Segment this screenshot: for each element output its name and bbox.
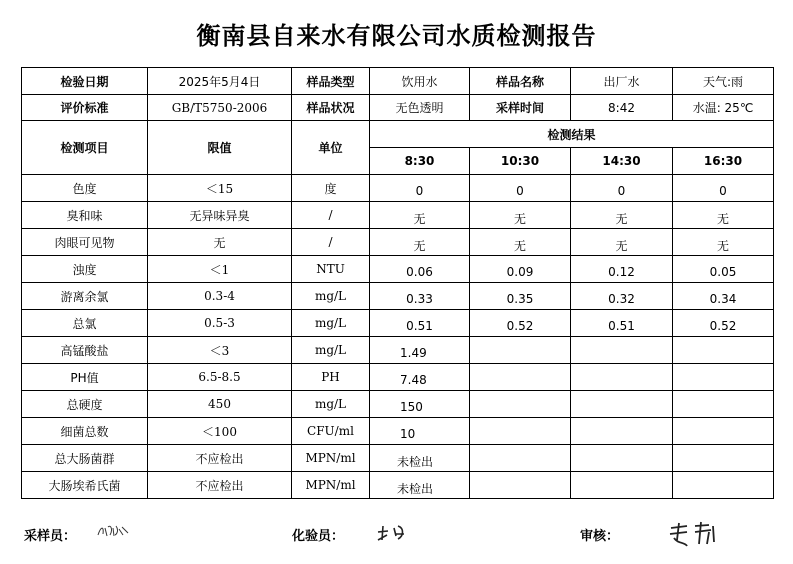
report-table xyxy=(21,67,774,499)
result-cell xyxy=(673,364,774,391)
result-cell xyxy=(571,418,673,445)
col-unit-header: 单位 xyxy=(292,121,370,175)
result-cell: 0 xyxy=(370,175,470,202)
result-cell xyxy=(571,472,673,499)
sampler-signature xyxy=(95,520,135,542)
result-cell: 0 xyxy=(571,175,673,202)
result-cell: 无 xyxy=(571,229,673,256)
table-row xyxy=(22,310,774,337)
item-limit: ＜15 xyxy=(148,175,292,202)
result-cell: 未检出 xyxy=(370,445,470,472)
result-cell xyxy=(673,445,774,472)
reviewer-signature xyxy=(665,520,721,550)
item-limit: 450 xyxy=(148,391,292,418)
item-name: PH值 xyxy=(22,364,148,391)
item-unit: MPN/ml xyxy=(292,472,370,499)
result-cell xyxy=(470,418,571,445)
result-cell: 0.06 xyxy=(370,256,470,283)
date-value: 2025年5月4日 xyxy=(148,68,292,95)
result-cell: 0 xyxy=(470,175,571,202)
result-cell xyxy=(571,445,673,472)
result-cell: 无 xyxy=(370,202,470,229)
item-name: 总大肠菌群 xyxy=(22,445,148,472)
result-cell: 0.05 xyxy=(673,256,774,283)
weather: 天气:雨 xyxy=(673,68,774,95)
item-limit: 0.3-4 xyxy=(148,283,292,310)
sample-type-label: 样品类型 xyxy=(292,68,370,95)
item-unit: NTU xyxy=(292,256,370,283)
item-limit: ＜3 xyxy=(148,337,292,364)
result-cell xyxy=(571,391,673,418)
item-limit: 0.5-3 xyxy=(148,310,292,337)
result-cell xyxy=(470,337,571,364)
item-unit: mg/L xyxy=(292,337,370,364)
table-row xyxy=(22,283,774,310)
result-cell: 7.48 xyxy=(370,364,470,391)
result-cell: 无 xyxy=(470,229,571,256)
item-name: 臭和味 xyxy=(22,202,148,229)
standard-label: 评价标准 xyxy=(22,95,148,121)
item-unit: CFU/ml xyxy=(292,418,370,445)
result-cell: 1.49 xyxy=(370,337,470,364)
item-unit: mg/L xyxy=(292,391,370,418)
sampler-label: 采样员： xyxy=(24,529,77,544)
item-name: 游离余氯 xyxy=(22,283,148,310)
item-limit: 不应检出 xyxy=(148,472,292,499)
result-cell xyxy=(673,337,774,364)
table-row xyxy=(22,391,774,418)
item-unit: 度 xyxy=(292,175,370,202)
item-name: 浊度 xyxy=(22,256,148,283)
result-cell xyxy=(571,337,673,364)
result-cell: 无 xyxy=(673,229,774,256)
reviewer-label: 审核： xyxy=(580,529,620,544)
col-item-header: 检测项目 xyxy=(22,121,148,175)
result-cell: 150 xyxy=(370,391,470,418)
result-cell: 无 xyxy=(571,202,673,229)
table-row xyxy=(22,445,774,472)
result-cell: 未检出 xyxy=(370,472,470,499)
item-limit: 不应检出 xyxy=(148,445,292,472)
item-name: 色度 xyxy=(22,175,148,202)
result-cell: 0.51 xyxy=(370,310,470,337)
result-cell xyxy=(673,472,774,499)
sample-status-value: 无色透明 xyxy=(370,95,470,121)
results-header: 检测结果 xyxy=(370,121,774,148)
table-row xyxy=(22,364,774,391)
item-unit: mg/L xyxy=(292,310,370,337)
sampling-time-value: 8:42 xyxy=(571,95,673,121)
item-name: 细菌总数 xyxy=(22,418,148,445)
item-unit: / xyxy=(292,202,370,229)
time-header: 14:30 xyxy=(571,148,673,175)
result-cell: 无 xyxy=(673,202,774,229)
table-row xyxy=(22,418,774,445)
item-unit: / xyxy=(292,229,370,256)
result-cell xyxy=(673,391,774,418)
sample-type-value: 饮用水 xyxy=(370,68,470,95)
result-cell: 0.33 xyxy=(370,283,470,310)
date-label: 检验日期 xyxy=(22,68,148,95)
result-cell xyxy=(470,364,571,391)
result-cell xyxy=(470,472,571,499)
item-limit: ＜100 xyxy=(148,418,292,445)
table-row xyxy=(22,472,774,499)
item-name: 大肠埃希氏菌 xyxy=(22,472,148,499)
result-cell: 0.09 xyxy=(470,256,571,283)
result-cell xyxy=(673,418,774,445)
sample-name-value: 出厂水 xyxy=(571,68,673,95)
result-cell: 无 xyxy=(470,202,571,229)
result-cell xyxy=(470,391,571,418)
table-row xyxy=(22,202,774,229)
item-name: 总氯 xyxy=(22,310,148,337)
report-title: 衡南县自来水有限公司水质检测报告 xyxy=(196,22,597,50)
water-temp: 水温: 25℃ xyxy=(673,95,774,121)
result-cell: 10 xyxy=(370,418,470,445)
item-name: 肉眼可见物 xyxy=(22,229,148,256)
table-row xyxy=(22,256,774,283)
item-limit: 6.5-8.5 xyxy=(148,364,292,391)
result-cell: 0.35 xyxy=(470,283,571,310)
inspector-label: 化验员： xyxy=(292,529,345,544)
item-name: 高锰酸盐 xyxy=(22,337,148,364)
table-row xyxy=(22,229,774,256)
time-header: 8:30 xyxy=(370,148,470,175)
result-cell: 无 xyxy=(370,229,470,256)
item-unit: PH xyxy=(292,364,370,391)
result-cell: 0.34 xyxy=(673,283,774,310)
item-unit: MPN/ml xyxy=(292,445,370,472)
result-cell: 0.52 xyxy=(470,310,571,337)
item-limit: 无 xyxy=(148,229,292,256)
time-header: 10:30 xyxy=(470,148,571,175)
col-limit-header: 限值 xyxy=(148,121,292,175)
result-cell: 0.32 xyxy=(571,283,673,310)
sample-status-label: 样品状况 xyxy=(292,95,370,121)
item-limit: 无异味异臭 xyxy=(148,202,292,229)
table-row xyxy=(22,337,774,364)
sample-name-label: 样品名称 xyxy=(470,68,571,95)
inspector-signature xyxy=(374,522,414,546)
sampling-time-label: 采样时间 xyxy=(470,95,571,121)
result-cell xyxy=(571,364,673,391)
time-header: 16:30 xyxy=(673,148,774,175)
result-cell: 0 xyxy=(673,175,774,202)
result-cell: 0.52 xyxy=(673,310,774,337)
result-cell: 0.51 xyxy=(571,310,673,337)
table-row xyxy=(22,175,774,202)
standard-value: GB/T5750-2006 xyxy=(148,95,292,121)
item-limit: ＜1 xyxy=(148,256,292,283)
result-cell xyxy=(470,445,571,472)
item-unit: mg/L xyxy=(292,283,370,310)
item-name: 总硬度 xyxy=(22,391,148,418)
result-cell: 0.12 xyxy=(571,256,673,283)
